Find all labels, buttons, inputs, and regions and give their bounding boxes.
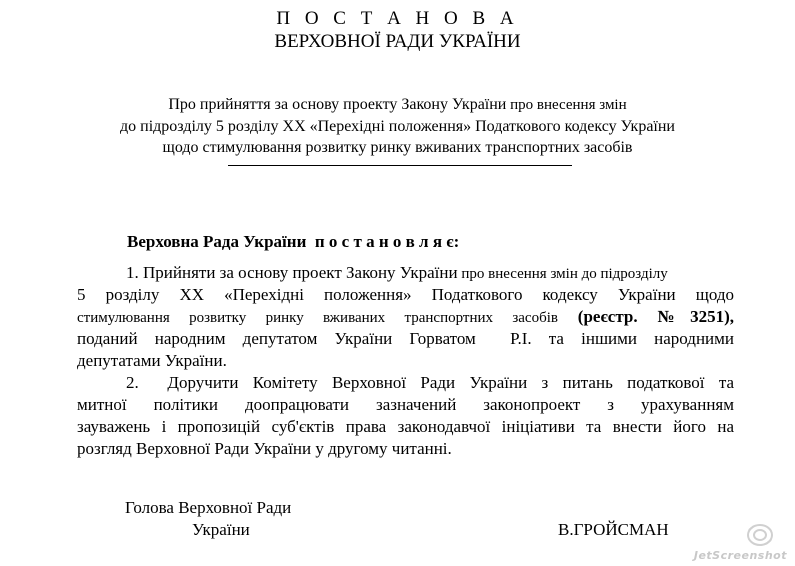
item1-line-1-tail: про внесення змін до підрозділу [457,266,668,282]
item2-line-1: 2. Доручити Комітету Верховної Ради України з питань податкової та [126,373,734,392]
signature-title-line-1: Голова Верховної Ради [125,498,292,517]
item1-line-3 [77,306,734,329]
subject-line-1 [0,94,795,116]
item2-line-2: митної політики доопрацювати зазначений законопроект з урахуванням [77,395,734,414]
item1-line-5: депутатами України. [77,351,227,370]
item1-line-1 [77,262,734,285]
signatory-name: В.ГРОЙСМАН [558,520,669,539]
document-type-title: П О С Т А Н О В А [276,8,519,29]
watermark-text: JetScreenshot [693,549,787,562]
item1-line-2: 5 розділу XX «Перехідні положення» Податкового кодексу України щодо [77,285,734,304]
preamble: Верховна Рада України п о с т а н о в л я є: [127,232,460,251]
subject-line-2: до підрозділу 5 розділу XX «Перехідні положення» Податкового кодексу України [120,118,675,135]
camera-lens-icon [745,522,775,548]
item1-line-1-main: 1. Прийняти за основу проект Закону України [126,263,458,282]
subject-line-3: щодо стимулювання розвитку ринку вживаних транспортних засобів [162,139,633,156]
item1-registry-number: (реєстр. №3251), [557,307,735,326]
item1-line-4: поданий народним депутатом України Горватом Р.І. та іншими народними [77,329,734,348]
item1-line-3-main: стимулювання розвитку ринку вживаних транспортних засобів [77,310,558,326]
subject-line-1-main: Про прийняття за основу проекту Закону України [168,96,507,113]
signature-title-line-2: України [192,520,250,539]
item2-line-3: зауважень і пропозицій суб'єктів права законодавчої ініціативи та внести його на [77,417,734,436]
watermark [669,534,787,564]
subject-underline [228,165,572,166]
subject-line-1-tail: про внесення змін [506,97,627,113]
document-issuer-title: ВЕРХОВНОЇ РАДИ УКРАЇНИ [274,31,521,52]
item2-line-4: розгляд Верховної Ради України у другому читанні. [77,439,452,458]
